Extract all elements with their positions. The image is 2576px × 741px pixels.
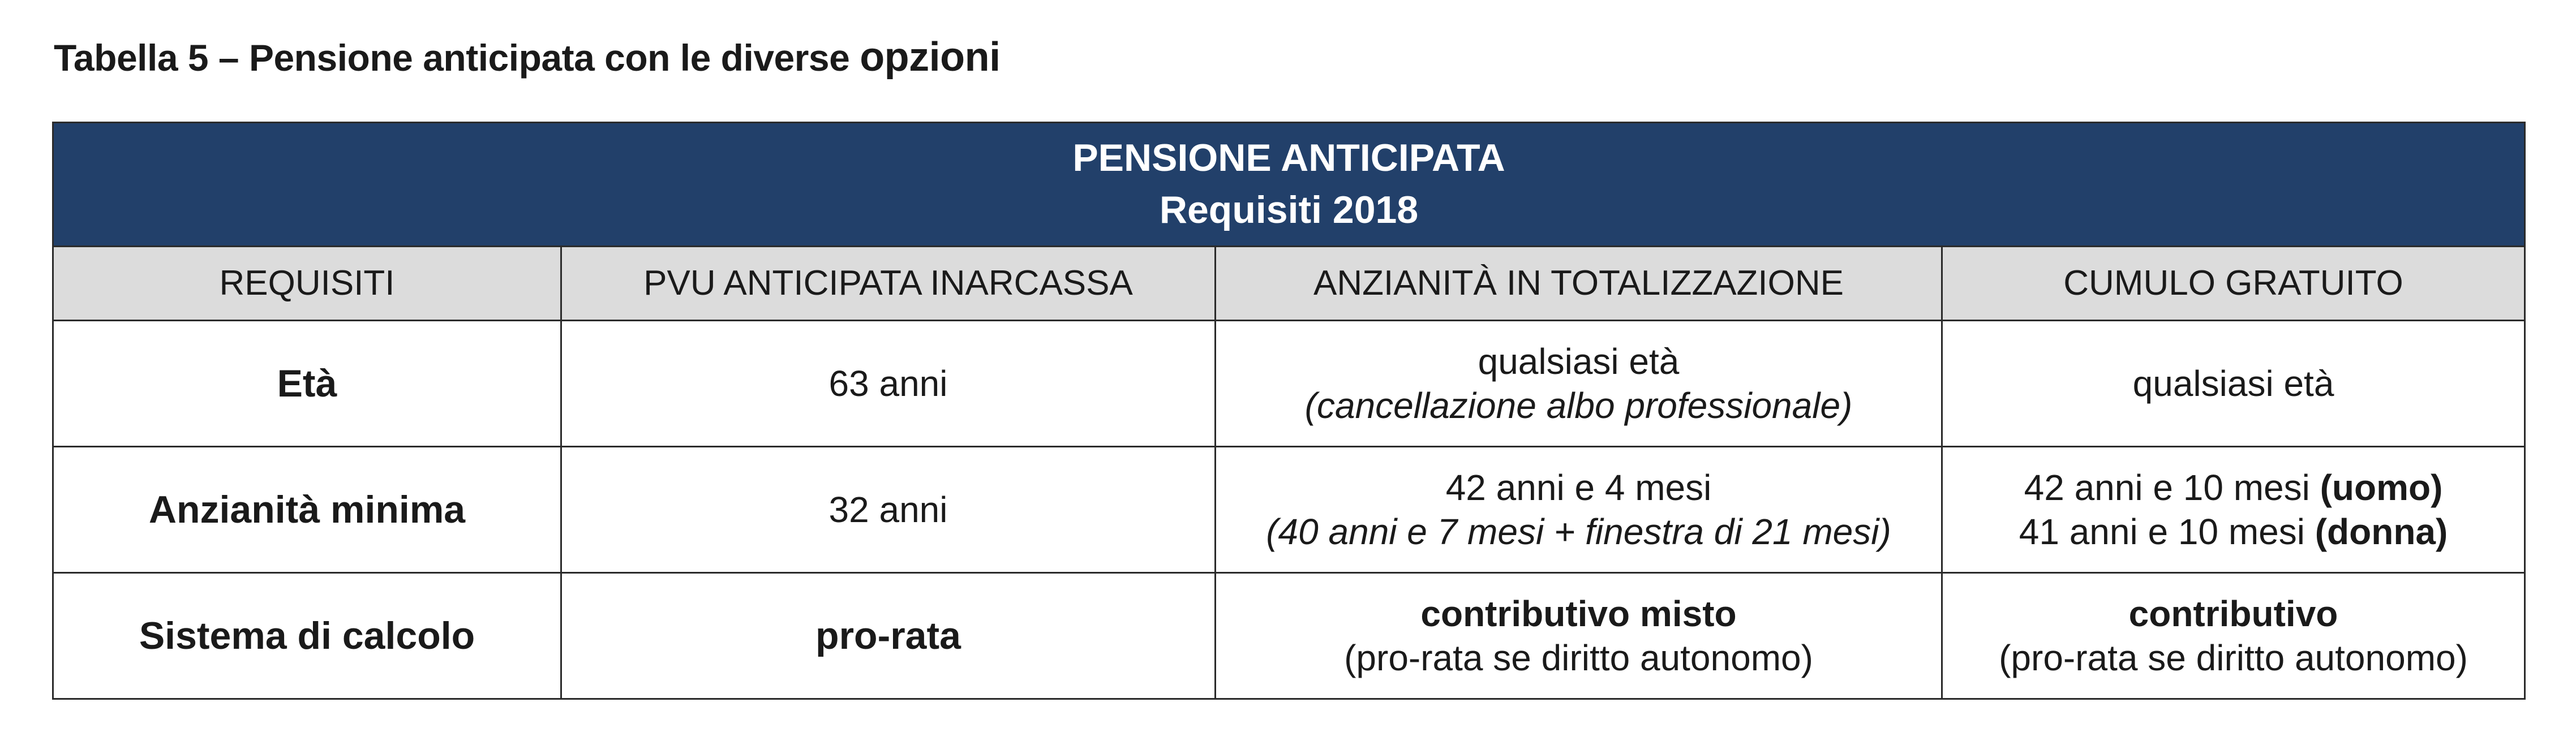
column-header-cumulo: CUMULO GRATUITO <box>1942 247 2525 321</box>
row-label-calcolo: Sistema di calcolo <box>53 573 561 699</box>
table-row-calcolo <box>53 573 2525 699</box>
pension-table <box>52 122 2526 700</box>
cell-anzianita-tot-line2: (40 anni e 7 mesi + finestra di 21 mesi) <box>1266 511 1891 552</box>
table-row-anzianita <box>53 447 2525 573</box>
cell-anzianita-totalizzazione <box>1216 447 1942 573</box>
cumulo-uomo-text: 42 anni e 10 mesi <box>2024 467 2320 508</box>
cumulo-donna-tag: (donna) <box>2315 511 2448 552</box>
cell-eta-cumulo: qualsiasi età <box>1942 321 2525 447</box>
cell-calcolo-cumulo-line1: contributivo <box>2128 593 2338 634</box>
table-caption <box>54 34 1001 80</box>
caption-text: Tabella 5 – Pensione anticipata con le diverse <box>54 37 860 79</box>
cumulo-donna-text: 41 anni e 10 mesi <box>2019 511 2315 552</box>
column-header-pvu: PVU ANTICIPATA INARCASSA <box>561 247 1216 321</box>
cell-eta-pvu: 63 anni <box>561 321 1216 447</box>
table-banner <box>53 123 2525 247</box>
column-header-row <box>53 247 2525 321</box>
table-row-eta <box>53 321 2525 447</box>
cell-anzianita-cumulo-line2 <box>1948 510 2518 554</box>
cumulo-uomo-tag: (uomo) <box>2320 467 2443 508</box>
cell-calcolo-cumulo-line2: (pro-rata se diritto autonomo) <box>1999 637 2468 678</box>
cell-anzianita-cumulo-line1 <box>1948 466 2518 510</box>
cell-eta-tot-line2: (cancellazione albo professionale) <box>1304 385 1853 426</box>
cell-anzianita-tot-line1: 42 anni e 4 mesi <box>1445 467 1712 508</box>
table-banner-row <box>53 123 2525 247</box>
cell-anzianita-pvu: 32 anni <box>561 447 1216 573</box>
cell-calcolo-totalizzazione <box>1216 573 1942 699</box>
cell-calcolo-tot-line2: (pro-rata se diritto autonomo) <box>1344 637 1813 678</box>
row-label-eta: Età <box>53 321 561 447</box>
column-header-totalizzazione: ANZIANITÀ IN TOTALIZZAZIONE <box>1216 247 1942 321</box>
row-label-anzianita: Anzianità minima <box>53 447 561 573</box>
cell-eta-totalizzazione <box>1216 321 1942 447</box>
cell-eta-tot-line1: qualsiasi età <box>1478 341 1680 382</box>
cell-anzianita-cumulo <box>1942 447 2525 573</box>
caption-text-end: opzioni <box>860 35 1001 80</box>
column-header-requisiti: REQUISITI <box>53 247 561 321</box>
banner-title: PENSIONE ANTICIPATA <box>1072 136 1505 180</box>
cell-calcolo-cumulo <box>1942 573 2525 699</box>
cell-calcolo-pvu: pro-rata <box>561 573 1216 699</box>
banner-subtitle: Requisiti 2018 <box>1159 188 1419 231</box>
cell-calcolo-tot-line1: contributivo misto <box>1420 593 1737 634</box>
